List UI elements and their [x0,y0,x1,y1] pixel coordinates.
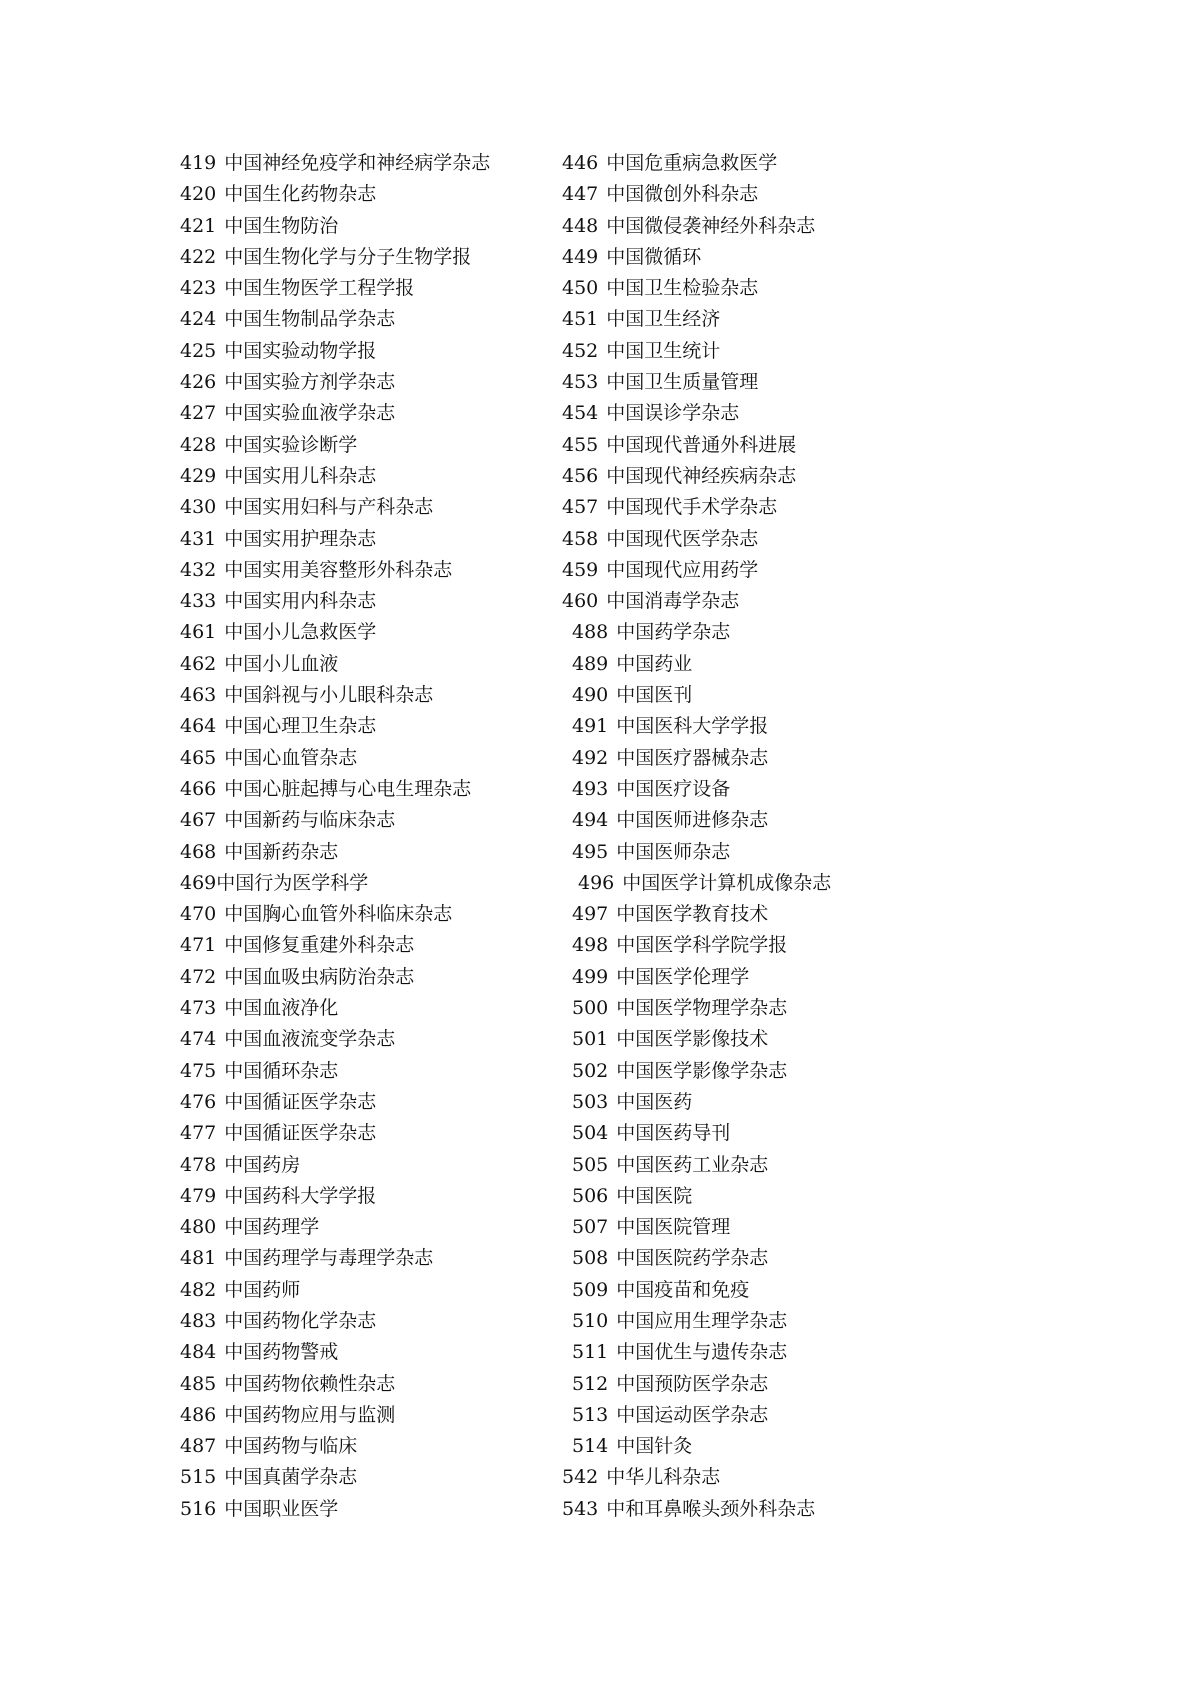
journal-name: 中国医学影像技术 [616,1028,769,1051]
entry-number: 425 [180,339,217,362]
journal-entry [562,336,831,367]
entry-number: 476 [180,1090,217,1113]
journal-entry [180,1369,490,1400]
journal-name: 中国实验诊断学 [224,433,358,456]
journal-name: 中国医药工业杂志 [616,1153,769,1176]
journal-entry [562,367,831,398]
journal-name: 中国医疗器械杂志 [616,746,769,769]
journal-name: 中国药物与临床 [224,1435,358,1458]
journal-entry [562,1431,831,1462]
entry-number: 512 [572,1372,609,1395]
journal-name: 中国生物制品学杂志 [224,308,396,331]
entry-number: 460 [562,590,599,613]
journal-entry [562,743,831,774]
journal-entry [180,461,490,492]
journal-name: 中国血吸虫病防治杂志 [224,965,415,988]
journal-name: 中国医学科学院学报 [616,934,788,957]
journal-entry [180,743,490,774]
journal-entry [180,774,490,805]
journal-name: 中国医学教育技术 [616,903,769,926]
journal-name: 中国实验方剂学杂志 [224,371,396,394]
journal-entry [562,1056,831,1087]
journal-name: 中国优生与遗传杂志 [616,1341,788,1364]
journal-name: 中国医院管理 [616,1216,731,1239]
journal-name: 中国新药与临床杂志 [224,809,396,832]
journal-list-right [562,148,831,1525]
journal-name: 中国卫生质量管理 [606,371,759,394]
entry-number: 463 [180,684,217,707]
journal-entry [562,711,831,742]
entry-number: 504 [572,1122,609,1145]
journal-entry [180,930,490,961]
journal-entry [562,649,831,680]
journal-name: 中国现代应用药学 [606,558,759,581]
entry-number: 480 [180,1216,217,1239]
entry-number: 454 [562,402,599,425]
journal-name: 中国生化药物杂志 [224,183,377,206]
journal-name: 中国小儿急救医学 [224,621,377,644]
journal-entry [180,899,490,930]
entry-number: 469 [180,871,217,894]
journal-entry [180,242,490,273]
entry-number: 455 [562,433,599,456]
journal-name: 中国卫生统计 [606,339,721,362]
journal-list-left [180,148,490,1525]
journal-name: 中国修复重建外科杂志 [224,934,415,957]
journal-name: 中国疫苗和免疫 [616,1278,750,1301]
journal-name: 中国医师进修杂志 [616,809,769,832]
journal-entry [562,524,831,555]
entry-number: 465 [180,746,217,769]
journal-name: 中国微循环 [606,245,702,268]
journal-name: 中国医疗设备 [616,777,731,800]
entry-number: 453 [562,371,599,394]
journal-name: 中国药理学与毒理学杂志 [224,1247,434,1270]
journal-entry [562,1369,831,1400]
journal-entry [562,273,831,304]
entry-number: 470 [180,903,217,926]
journal-entry [562,774,831,805]
entry-number: 456 [562,464,599,487]
journal-entry [180,1306,490,1337]
journal-name: 中国现代神经疾病杂志 [606,464,797,487]
entry-number: 426 [180,371,217,394]
journal-name: 中国应用生理学杂志 [616,1309,788,1332]
journal-name: 中国药物警戒 [224,1341,339,1364]
journal-name: 中国医学伦理学 [616,965,750,988]
journal-entry [562,1024,831,1055]
journal-entry [180,1431,490,1462]
entry-number: 491 [572,715,609,738]
journal-entry [180,586,490,617]
journal-entry [562,242,831,273]
journal-entry [180,680,490,711]
journal-entry [180,1400,490,1431]
entry-number: 431 [180,527,217,550]
entry-number: 485 [180,1372,217,1395]
journal-entry [180,273,490,304]
entry-number: 492 [572,746,609,769]
journal-name: 中国实用内科杂志 [224,590,377,613]
journal-name: 中国实用妇科与产科杂志 [224,496,434,519]
entry-number: 451 [562,308,599,331]
entry-number: 488 [572,621,609,644]
journal-name: 中国医师杂志 [616,840,731,863]
journal-name: 中国医学计算机成像杂志 [622,871,832,894]
entry-number: 473 [180,997,217,1020]
entry-number: 467 [180,809,217,832]
entry-number: 481 [180,1247,217,1270]
journal-name: 中国血液净化 [224,997,339,1020]
journal-name: 中国医刊 [616,684,693,707]
journal-entry [180,868,490,899]
journal-entry [180,1494,490,1525]
entry-number: 471 [180,934,217,957]
entry-number: 448 [562,214,599,237]
entry-number: 422 [180,245,217,268]
entry-number: 489 [572,652,609,675]
journal-name: 中国循证医学杂志 [224,1122,377,1145]
entry-number: 503 [572,1090,609,1113]
journal-name: 中国药业 [616,652,693,675]
journal-entry [562,461,831,492]
journal-entry [180,555,490,586]
journal-entry [180,367,490,398]
journal-entry [180,962,490,993]
journal-entry [180,1056,490,1087]
journal-entry [562,1087,831,1118]
entry-number: 500 [572,997,609,1020]
journal-name: 中国血液流变学杂志 [224,1028,396,1051]
entry-number: 464 [180,715,217,738]
entry-number: 501 [572,1028,609,1051]
journal-name: 中国神经免疫学和神经病学杂志 [224,152,491,174]
entry-number: 447 [562,183,599,206]
entry-number: 505 [572,1153,609,1176]
journal-name: 中国胸心血管外科临床杂志 [224,903,453,926]
journal-name: 中国现代医学杂志 [606,527,759,550]
journal-entry [180,1337,490,1368]
journal-entry [562,1306,831,1337]
entry-number: 421 [180,214,217,237]
journal-name: 中国心理卫生杂志 [224,715,377,738]
journal-name: 中国斜视与小儿眼科杂志 [224,684,434,707]
journal-entry [562,304,831,335]
journal-entry [180,1275,490,1306]
journal-name: 中国药物化学杂志 [224,1309,377,1332]
journal-entry [180,1024,490,1055]
entry-number: 432 [180,558,217,581]
journal-entry [562,1243,831,1274]
entry-number: 430 [180,496,217,519]
journal-entry [180,304,490,335]
journal-entry [562,1150,831,1181]
entry-number: 427 [180,402,217,425]
journal-entry [562,993,831,1024]
journal-entry [180,211,490,242]
journal-entry [180,1181,490,1212]
journal-name: 中国卫生检验杂志 [606,277,759,300]
entry-number: 509 [572,1278,609,1301]
journal-name: 中国循证医学杂志 [224,1090,377,1113]
journal-name: 中国医学物理学杂志 [616,997,788,1020]
entry-number: 493 [572,777,609,800]
entry-number: 516 [180,1497,217,1520]
journal-entry [562,1118,831,1149]
entry-number: 487 [180,1435,217,1458]
journal-name: 中国现代普通外科进展 [606,433,797,456]
journal-entry [562,555,831,586]
journal-entry [562,211,831,242]
journal-name: 中国微创外科杂志 [606,183,759,206]
journal-name: 中国预防医学杂志 [616,1372,769,1395]
journal-name: 中国医院药学杂志 [616,1247,769,1270]
entry-number: 461 [180,621,217,644]
journal-name: 中国医药 [616,1090,693,1113]
journal-entry [180,711,490,742]
entry-number: 507 [572,1216,609,1239]
journal-entry [562,1275,831,1306]
journal-name: 中国新药杂志 [224,840,339,863]
journal-name: 中国实用护理杂志 [224,527,377,550]
journal-name: 中国现代手术学杂志 [606,496,778,519]
journal-entry [562,1400,831,1431]
journal-name: 中国实验动物学报 [224,339,377,362]
journal-name: 中国药理学 [224,1216,320,1239]
journal-entry [562,586,831,617]
journal-entry [562,868,831,899]
journal-entry [562,805,831,836]
entry-number: 428 [180,433,217,456]
journal-name: 中国运动医学杂志 [616,1403,769,1426]
journal-entry [562,899,831,930]
entry-number: 511 [572,1341,609,1364]
journal-entry [180,430,490,461]
entry-number: 510 [572,1309,609,1332]
entry-number: 496 [578,871,615,894]
entry-number: 502 [572,1059,609,1082]
entry-number: 498 [572,934,609,957]
entry-number: 462 [180,652,217,675]
journal-name: 中国医科大学学报 [616,715,769,738]
entry-number: 475 [180,1059,217,1082]
journal-name: 中国小儿血液 [224,652,339,675]
entry-number: 483 [180,1309,217,1332]
entry-number: 495 [572,840,609,863]
entry-number: 459 [562,558,599,581]
journal-entry [562,430,831,461]
entry-number: 515 [180,1466,217,1489]
journal-entry [562,1212,831,1243]
journal-name: 中国生物防治 [224,214,339,237]
journal-name: 中国微侵袭神经外科杂志 [606,214,816,237]
journal-entry [180,1212,490,1243]
journal-name: 中国卫生经济 [606,308,721,331]
journal-name: 中国医院 [616,1184,693,1207]
journal-entry [562,1462,831,1493]
journal-entry [562,492,831,523]
journal-entry [180,837,490,868]
journal-entry [180,1462,490,1493]
journal-name: 中国循环杂志 [224,1059,339,1082]
entry-number: 484 [180,1341,217,1364]
entry-number: 458 [562,527,599,550]
journal-entry [180,148,490,179]
journal-name: 中国误诊学杂志 [606,402,740,425]
entry-number: 468 [180,840,217,863]
entry-number: 479 [180,1184,217,1207]
entry-number: 490 [572,684,609,707]
entry-number: 477 [180,1122,217,1145]
entry-number: 499 [572,965,609,988]
entry-number: 506 [572,1184,609,1207]
entry-number: 466 [180,777,217,800]
journal-entry [180,179,490,210]
entry-number: 429 [180,464,217,487]
entry-number: 486 [180,1403,217,1426]
journal-name: 中国职业医学 [224,1497,339,1520]
journal-entry [562,148,831,179]
journal-entry [180,1150,490,1181]
journal-name: 中国真菌学杂志 [224,1466,358,1489]
entry-number: 542 [562,1466,599,1489]
journal-name: 中国行为医学科学 [216,871,369,894]
entry-number: 452 [562,339,599,362]
journal-name: 中国实用美容整形外科杂志 [224,558,453,581]
journal-name: 中国实用儿科杂志 [224,464,377,487]
journal-entry [180,524,490,555]
journal-entry [180,617,490,648]
journal-entry [562,1494,831,1525]
entry-number: 449 [562,245,599,268]
entry-number: 446 [562,152,599,174]
journal-name: 中国心血管杂志 [224,746,358,769]
journal-name: 中国针灸 [616,1435,693,1458]
entry-number: 419 [180,152,217,174]
journal-name: 中国药学杂志 [616,621,731,644]
journal-name: 中国生物医学工程学报 [224,277,415,300]
entry-number: 474 [180,1028,217,1051]
journal-name: 中国药房 [224,1153,301,1176]
entry-number: 494 [572,809,609,832]
entry-number: 514 [572,1435,609,1458]
journal-entry [562,179,831,210]
journal-entry [562,930,831,961]
journal-entry [562,398,831,429]
entry-number: 420 [180,183,217,206]
journal-entry [562,617,831,648]
entry-number: 543 [562,1497,599,1520]
journal-entry [180,805,490,836]
journal-entry [180,1243,490,1274]
journal-name: 中国医学影像学杂志 [616,1059,788,1082]
journal-entry [562,1181,831,1212]
journal-name: 中国药师 [224,1278,301,1301]
journal-name: 中国危重病急救医学 [606,152,778,174]
journal-entry [180,398,490,429]
entry-number: 423 [180,277,217,300]
entry-number: 433 [180,590,217,613]
journal-entry [562,680,831,711]
entry-number: 457 [562,496,599,519]
journal-name: 中国消毒学杂志 [606,590,740,613]
journal-entry [180,993,490,1024]
journal-name: 中国医药导刊 [616,1122,731,1145]
entry-number: 450 [562,277,599,300]
entry-number: 497 [572,903,609,926]
journal-name: 中和耳鼻喉头颈外科杂志 [606,1497,816,1520]
entry-number: 478 [180,1153,217,1176]
journal-name: 中华儿科杂志 [606,1466,721,1489]
journal-entry [180,649,490,680]
journal-entry [180,336,490,367]
journal-entry [562,1337,831,1368]
journal-entry [180,1087,490,1118]
journal-name: 中国生物化学与分子生物学报 [224,245,472,268]
entry-number: 513 [572,1403,609,1426]
journal-name: 中国实验血液学杂志 [224,402,396,425]
journal-entry [180,492,490,523]
journal-entry [562,962,831,993]
entry-number: 482 [180,1278,217,1301]
entry-number: 472 [180,965,217,988]
journal-name: 中国心脏起搏与心电生理杂志 [224,777,472,800]
journal-name: 中国药物应用与监测 [224,1403,396,1426]
entry-number: 424 [180,308,217,331]
journal-entry [180,1118,490,1149]
journal-entry [562,837,831,868]
entry-number: 508 [572,1247,609,1270]
journal-name: 中国药物依赖性杂志 [224,1372,396,1395]
journal-name: 中国药科大学学报 [224,1184,377,1207]
